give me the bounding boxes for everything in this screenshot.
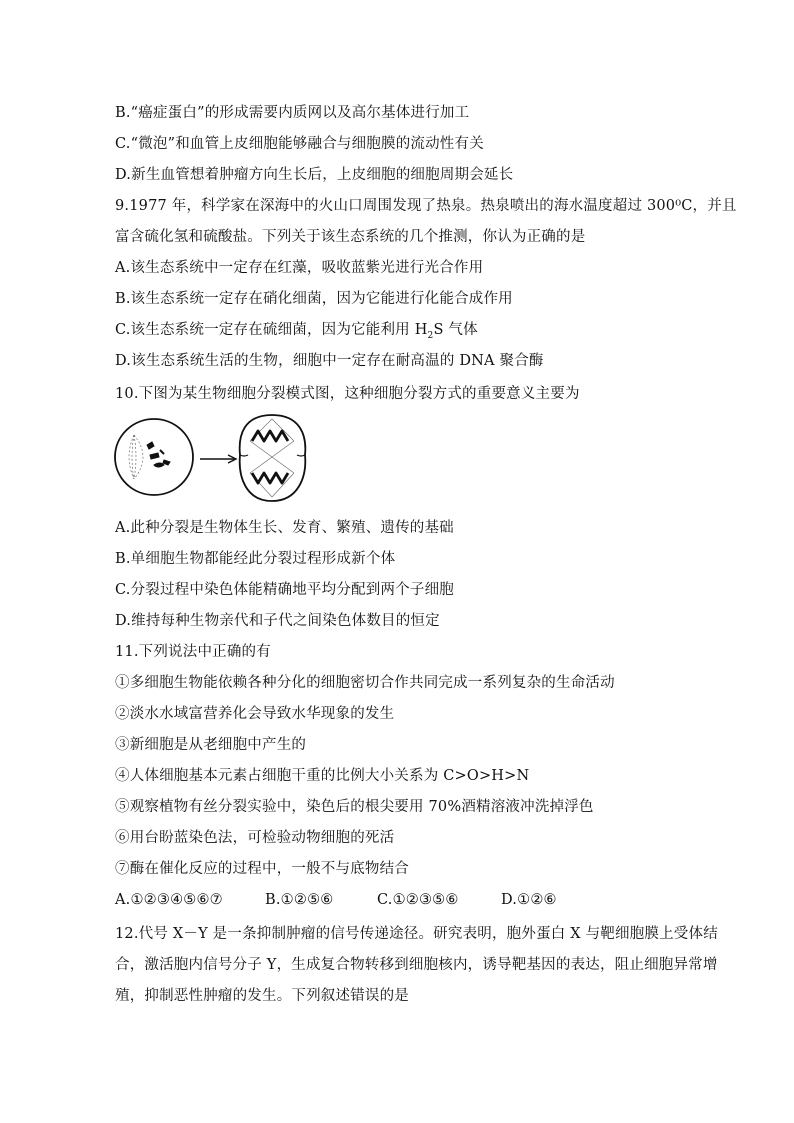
q9-option-d: D.该生态系统生活的生物，细胞中一定存在耐高温的 DNA 聚合酶 (115, 353, 544, 369)
q12-stem-line-3: 殖，抑制恶性肿瘤的发生。下列叙述错误的是 (115, 988, 409, 1004)
q8-option-c: C.“微泡”和血管上皮细胞能够融合与细胞膜的流动性有关 (115, 136, 484, 152)
q11-statement-4: ④人体细胞基本元素占细胞干重的比例大小关系为 C>O>H>N (115, 768, 530, 784)
q12-stem-line-1: 12.代号 X－Y 是一条抑制肿瘤的信号传递途径。研究表明，胞外蛋白 X 与靶细胞膜上受体结 (115, 926, 718, 942)
q9-option-c-text-end: S 气体 (433, 322, 478, 338)
q10-option-a: A.此种分裂是生物体生长、发育、繁殖、遗传的基础 (115, 520, 454, 536)
q10-stem: 10.下图为某生物细胞分裂模式图，这种细胞分裂方式的重要意义主要为 (115, 386, 580, 402)
q11-option-c: C.①②③⑤⑥ (377, 892, 459, 908)
q9-stem-line-1: 9.1977 年，科学家在深海中的火山口周围发现了热泉。热泉喷出的海水温度超过 300⁰C，并且 (115, 198, 737, 214)
q12-stem-line-2: 合，激活胞内信号分子 Y，生成复合物转移到细胞核内，诱导靶基因的表达，阻止细胞异常增 (115, 957, 718, 973)
q11-options (115, 890, 675, 910)
q10-option-d: D.维持每种生物亲代和子代之间染色体数目的恒定 (115, 613, 440, 629)
chromosomes-left (147, 442, 170, 467)
q11-statement-5: ⑤观察植物有丝分裂实验中，染色后的根尖要用 70%酒精溶液冲洗掉浮色 (115, 799, 594, 815)
dividing-cell (240, 415, 306, 501)
q10-option-c: C.分裂过程中染色体能精确地平均分配到两个子细胞 (115, 582, 454, 598)
arrow-icon (200, 455, 236, 463)
q9-option-c-text: C.该生态系统一定存在硫细菌，因为它能利用 H (115, 322, 428, 338)
q9-stem-line-2: 富含硫化氢和硫酸盐。下列关于该生态系统的几个推测，你认为正确的是 (115, 229, 586, 245)
q11-option-a: A.①②③④⑤⑥⑦ (115, 892, 223, 908)
q11-option-d: D.①②⑥ (501, 892, 557, 908)
q8-option-b: B.“癌症蛋白”的形成需要内质网以及高尔基体进行加工 (115, 105, 470, 121)
q9-option-b: B.该生态系统一定存在硝化细菌，因为它能进行化能合成作用 (115, 291, 513, 307)
q11-statement-1: ①多细胞生物能依赖各种分化的细胞密切合作共同完成一系列复杂的生命活动 (115, 675, 615, 691)
q11-statement-2: ②淡水水域富营养化会导致水华现象的发生 (115, 706, 395, 722)
q9-option-a: A.该生态系统中一定存在红藻，吸收蓝紫光进行光合作用 (115, 260, 484, 276)
cell-division-diagram (112, 405, 312, 511)
q11-statement-3: ③新细胞是从老细胞中产生的 (115, 737, 307, 753)
q11-statement-7: ⑦酶在催化反应的过程中，一般不与底物结合 (115, 861, 409, 877)
spindle-left (129, 435, 143, 479)
q10-option-b: B.单细胞生物都能经此分裂过程形成新个体 (115, 551, 396, 567)
q11-stem: 11.下列说法中正确的有 (115, 644, 271, 660)
chromosomes-right (252, 431, 288, 483)
q8-option-d: D.新生血管想着肿瘤方向生长后，上皮细胞的细胞周期会延长 (115, 167, 514, 183)
q9-option-c-subscript: 2 (427, 330, 434, 341)
q11-statement-6: ⑥用台盼蓝染色法，可检验动物细胞的死活 (115, 830, 395, 846)
q11-option-b: B.①②⑤⑥ (265, 892, 334, 908)
q9-option-c (115, 320, 478, 340)
